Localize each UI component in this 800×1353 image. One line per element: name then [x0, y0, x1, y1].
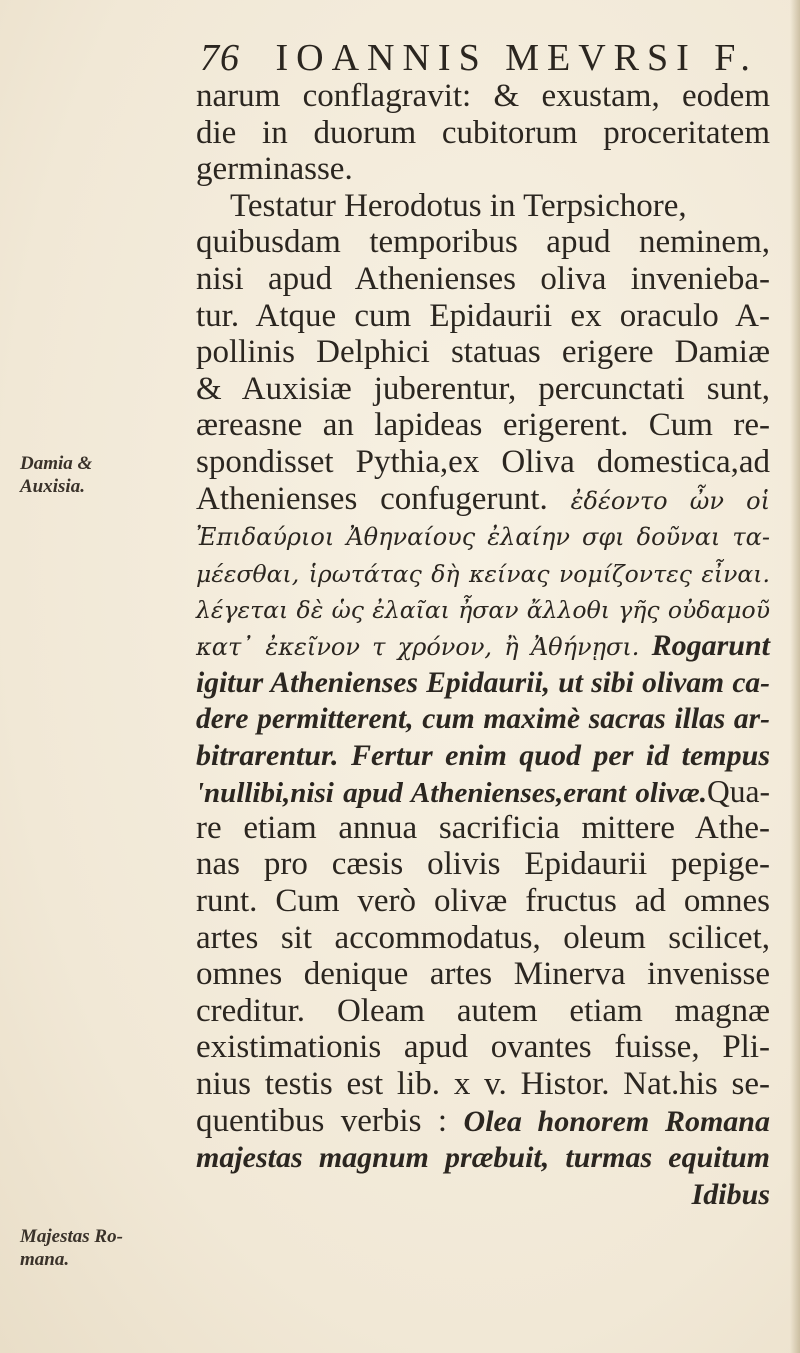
- text-line: [196, 773, 770, 810]
- roman-text: pollinis Delphici statuas erigere Damiæ: [196, 334, 770, 371]
- roman-text: Qua-: [707, 774, 770, 810]
- text-line: [196, 444, 770, 481]
- page-edge-shadow: [790, 0, 800, 1353]
- italic-text: Idibus: [691, 1177, 770, 1211]
- text-line: [196, 481, 770, 518]
- margin-note-line: Damia &: [20, 453, 93, 474]
- roman-text: tur. Atque cum Epidaurii ex oraculo A-: [196, 297, 770, 334]
- italic-text: bitrarentur. Fertur enim quod per id tempus: [196, 738, 770, 772]
- text-line: [196, 700, 770, 737]
- margin-note-majestas: [20, 1225, 170, 1271]
- running-title: IOANNIS MEVRSI F.: [275, 37, 758, 79]
- page-number: 76: [200, 37, 240, 79]
- roman-text: Athenienses confugerunt.: [196, 480, 571, 517]
- text-line: [196, 590, 770, 627]
- text-line: [196, 188, 770, 225]
- text-line: [196, 627, 770, 664]
- margin-note-line: Auxisia.: [20, 476, 85, 497]
- roman-text: germinasse.: [196, 151, 353, 188]
- roman-text: spondisset Pythia,ex Oliva domestica,ad: [196, 443, 770, 480]
- greek-text: μέεσθαι, ἱρωτάτας δὴ κείνας νομίζοντες εἶναι.: [196, 559, 770, 588]
- text-line: [196, 664, 770, 701]
- text-line: [196, 371, 770, 408]
- roman-text: quibusdam temporibus apud neminem,: [196, 224, 770, 261]
- roman-text: omnes denique artes Minerva invenisse: [196, 956, 770, 993]
- text-line: [196, 151, 770, 188]
- roman-text: existimationis apud ovantes fuisse, Pli-: [196, 1029, 770, 1066]
- italic-text: 'nullibi,nisi apud Athenienses,erant olivæ.: [196, 777, 708, 810]
- greek-text: ἐδέοντο ὦν οἱ: [570, 486, 770, 515]
- margin-note-line: mana.: [20, 1249, 70, 1270]
- greek-text: Ἐπιδαύριοι Ἀθηναίους ἐλαίην σφι δοῦναι τα-: [196, 523, 770, 552]
- roman-text: narum conflagravit: & exustam, eodem: [196, 78, 770, 114]
- text-line: [196, 956, 770, 993]
- text-line: [196, 1029, 770, 1066]
- text-line: [196, 883, 770, 920]
- roman-text: & Auxisiæ juberentur, percunctati sunt,: [196, 370, 770, 407]
- text-line: [196, 261, 770, 298]
- italic-text: igitur Athenienses Epidaurii, ut sibi olivam ca-: [196, 666, 770, 699]
- text-line: [196, 920, 770, 957]
- roman-text: nisi apud Athenienses oliva invenieba-: [196, 260, 770, 297]
- greek-text: λέγεται δὲ ὡς ἐλαῖαι ἦσαν ἄλλοθι γῆς οὐδαμοῦ: [196, 596, 770, 625]
- italic-text: majestas magnum præbuit, turmas equitum: [196, 1141, 770, 1175]
- text-line: [196, 407, 770, 444]
- roman-text: quentibus verbis :: [196, 1102, 464, 1139]
- margin-note-damia: [20, 452, 170, 498]
- italic-text: dere permitterent, cum maximè sacras illas ar-: [196, 703, 770, 736]
- text-line: [196, 846, 770, 883]
- body-text: [196, 78, 770, 1212]
- text-line: [196, 554, 770, 591]
- roman-text: Testatur Herodotus in Terpsichore,: [230, 187, 687, 224]
- italic-text: Rogarunt: [651, 628, 770, 662]
- roman-text: artes sit accommodatus, oleum scilicet,: [196, 919, 770, 956]
- text-line: [196, 298, 770, 335]
- roman-text: creditur. Oleam autem etiam magnæ: [196, 992, 770, 1029]
- text-line: [196, 1139, 770, 1176]
- roman-text: runt. Cum verò olivæ fructus ad omnes: [196, 883, 770, 920]
- roman-text: nas pro cæsis olivis Epidaurii pepige-: [196, 846, 770, 883]
- text-line: [196, 334, 770, 371]
- text-line: [196, 1103, 770, 1140]
- text-line: [196, 810, 770, 847]
- text-line: [196, 224, 770, 261]
- greek-text: κατ᾽ ἐκεῖνον τ χρόνον, ἢ Ἀθήνῃσι.: [196, 632, 652, 661]
- text-line: [196, 115, 770, 152]
- text-line: [196, 517, 770, 554]
- text-line: [196, 993, 770, 1030]
- margin-note-line: Majestas Ro-: [20, 1226, 123, 1247]
- roman-text: die in duorum cubitorum proceritatem: [196, 114, 770, 151]
- text-line: [196, 1066, 770, 1103]
- text-line: [196, 1176, 770, 1213]
- roman-text: æreasne an lapideas erigerent. Cum re-: [196, 407, 770, 444]
- italic-text: Olea honorem Romana: [463, 1104, 770, 1138]
- text-line: [196, 78, 770, 115]
- text-line: [196, 737, 770, 774]
- roman-text: nius testis est lib. x v. Histor. Nat.his se-: [196, 1066, 770, 1103]
- roman-text: re etiam annua sacrificia mittere Athe-: [196, 809, 770, 846]
